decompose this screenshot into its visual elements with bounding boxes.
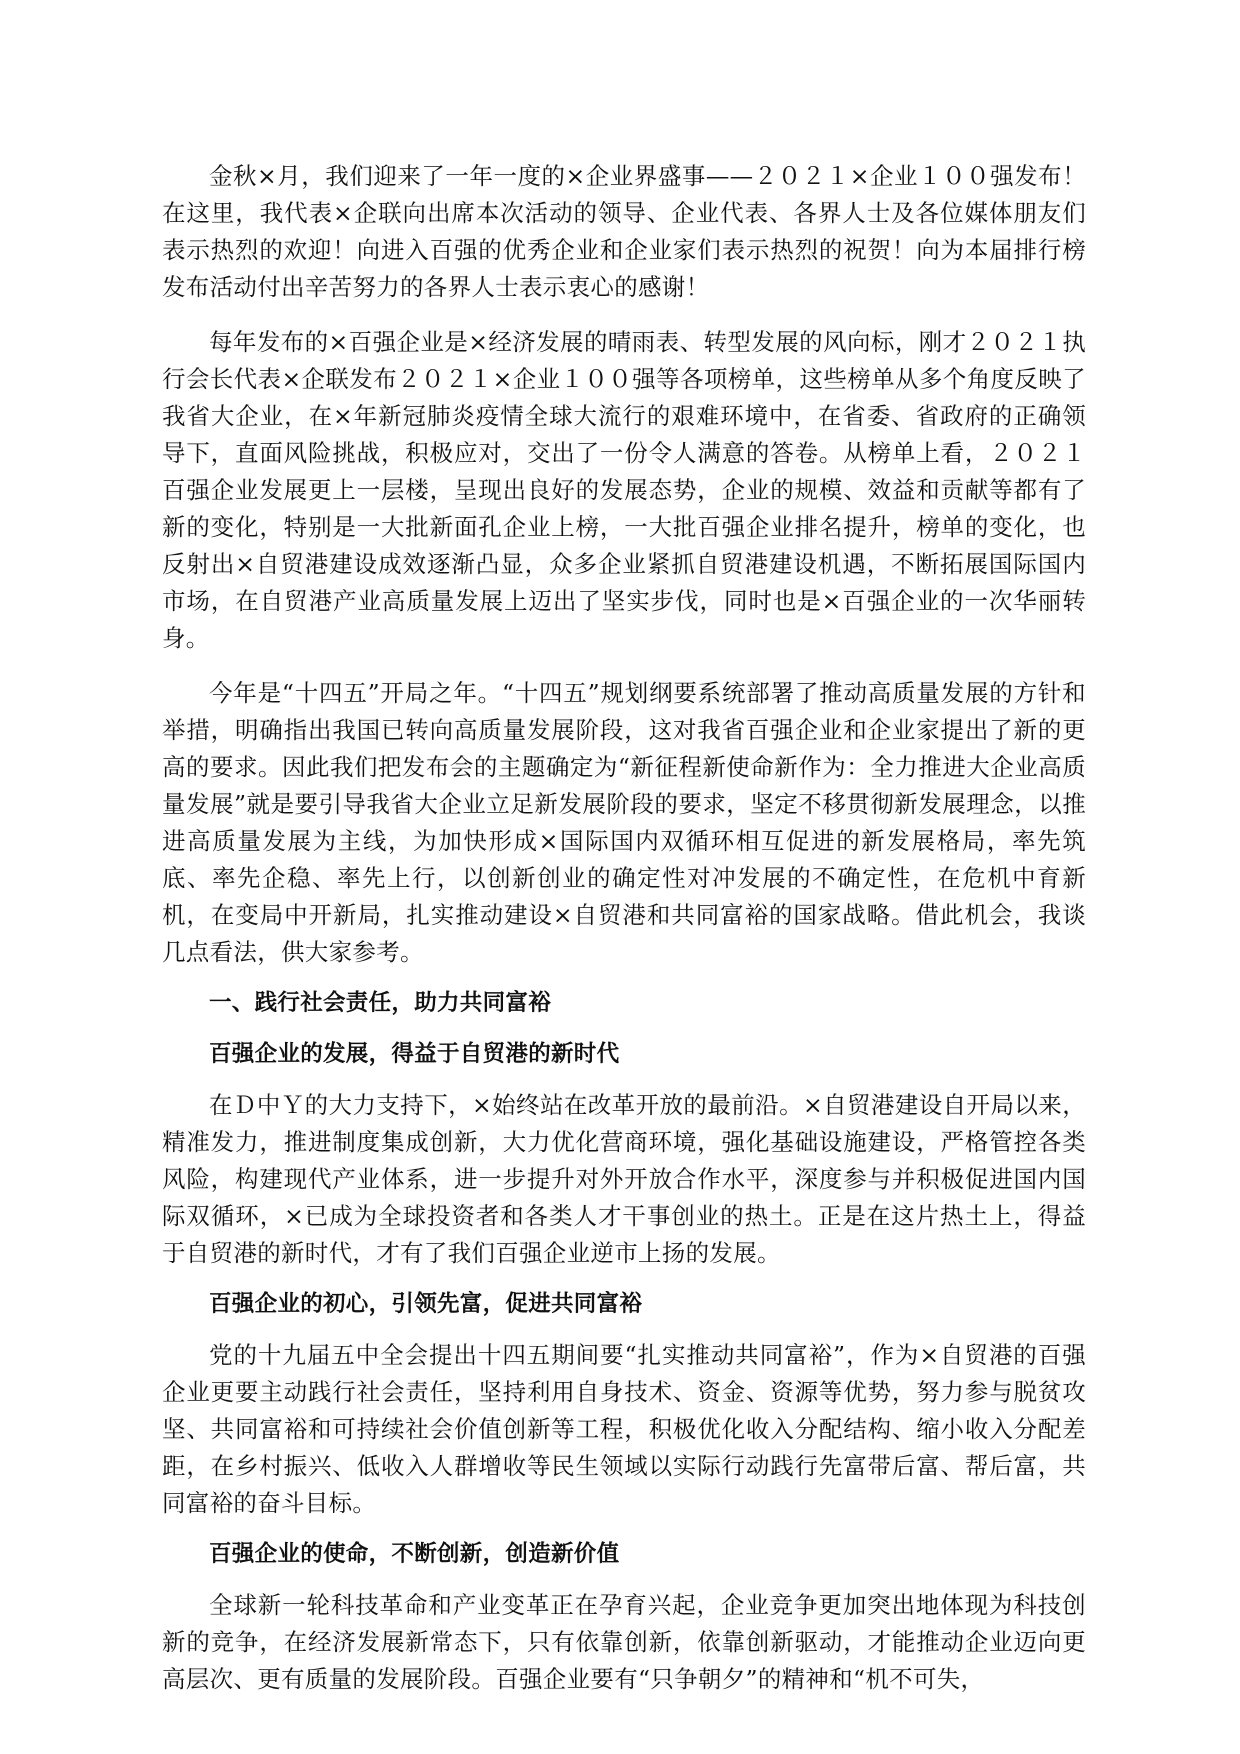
paragraph-opening: 金秋×月，我们迎来了一年一度的×企业界盛事——２０２１×企业１００强发布！在这里，我代表×企联向出席本次活动的领导、企业代表、各界人士及各位媒体朋友们表示热烈的欢迎！向进入百强的优秀企业和企业家们表示热烈的祝贺！向为本届排行榜发布活动付出辛苦努力的各界人士表示衷心的感谢！ bbox=[162, 162, 1086, 301]
paragraph-theme: 今年是“十四五”开局之年。“十四五”规划纲要系统部署了推动高质量发展的方针和举措，明确指出我国已转向高质量发展阶段，这对我省百强企业和企业家提出了新的更高的要求。因此我们把发布会的主题确定为“新征程新使命新作为：全力推进大企业高质量发展”就是要引导我省大企业立足新发展阶段的要求，坚定不移贯彻新发展理念，以推进高质量发展为主线，为加快形成×国际国内双循环相互促进的新发展格局，率先筑底、率先企稳、率先上行，以创新创业的确定性对冲发展的不确定性，在危机中育新机，在变局中开新局，扎实推动建设×自贸港和共同富裕的国家战略。借此机会，我谈几点看法，供大家参考。 bbox=[162, 679, 1086, 966]
subsection-heading-2: 百强企业的初心，引领先富，促进共同富裕 bbox=[209, 1291, 643, 1317]
paragraph-rankings: 每年发布的×百强企业是×经济发展的晴雨表、转型发展的风向标，刚才２０２１执行会长代表×企联发布２０２１×企业１００强等各项榜单，这些榜单从多个角度反映了我省大企业，在×年新冠肺炎疫情全球大流行的艰难环境中，在省委、省政府的正确领导下，直面风险挑战，积极应对，交出了一份令人满意的答卷。从榜单上看，２０２１百强企业发展更上一层楼，呈现出良好的发展态势，企业的规模、效益和贡献等都有了新的变化，特别是一大批新面孔企业上榜，一大批百强企业排名提升，榜单的变化，也反射出×自贸港建设成效逐渐凸显，众多企业紧抓自贸港建设机遇，不断拓展国际国内市场，在自贸港产业高质量发展上迈出了坚实步伐，同时也是×百强企业的一次华丽转身。 bbox=[162, 328, 1086, 652]
subsection-text-3: 全球新一轮科技革命和产业变革正在孕育兴起，企业竞争更加突出地体现为科技创新的竞争，在经济发展新常态下，只有依靠创新，依靠创新驱动，才能推动企业迈向更高层次、更有质量的发展阶段。百强企业要有“只争朝夕”的精神和“机不可失， bbox=[162, 1591, 1086, 1693]
subsection-heading-1: 百强企业的发展，得益于自贸港的新时代 bbox=[209, 1041, 620, 1067]
subsection-heading-3: 百强企业的使命，不断创新，创造新价值 bbox=[209, 1541, 620, 1567]
subsection-text-2: 党的十九届五中全会提出十四五期间要“扎实推动共同富裕”，作为×自贸港的百强企业更要主动践行社会责任，坚持利用自身技术、资金、资源等优势，努力参与脱贫攻坚、共同富裕和可持续社会价值创新等工程，积极优化收入分配结构、缩小收入分配差距，在乡村振兴、低收入人群增收等民生领域以实际行动践行先富带后富、帮后富，共同富裕的奋斗目标。 bbox=[162, 1341, 1086, 1517]
document-page bbox=[162, 158, 1086, 1712]
section-heading: 一、践行社会责任，助力共同富裕 bbox=[209, 990, 552, 1016]
subsection-text-1: 在Ｄ中Ｙ的大力支持下，×始终站在改革开放的最前沿。×自贸港建设自开局以来，精准发力，推进制度集成创新，大力优化营商环境，强化基础设施建设，严格管控各类风险，构建现代产业体系，进一步提升对外开放合作水平，深度参与并积极促进国内国际双循环，×已成为全球投资者和各类人才干事创业的热土。正是在这片热土上，得益于自贸港的新时代，才有了我们百强企业逆市上扬的发展。 bbox=[162, 1091, 1086, 1267]
